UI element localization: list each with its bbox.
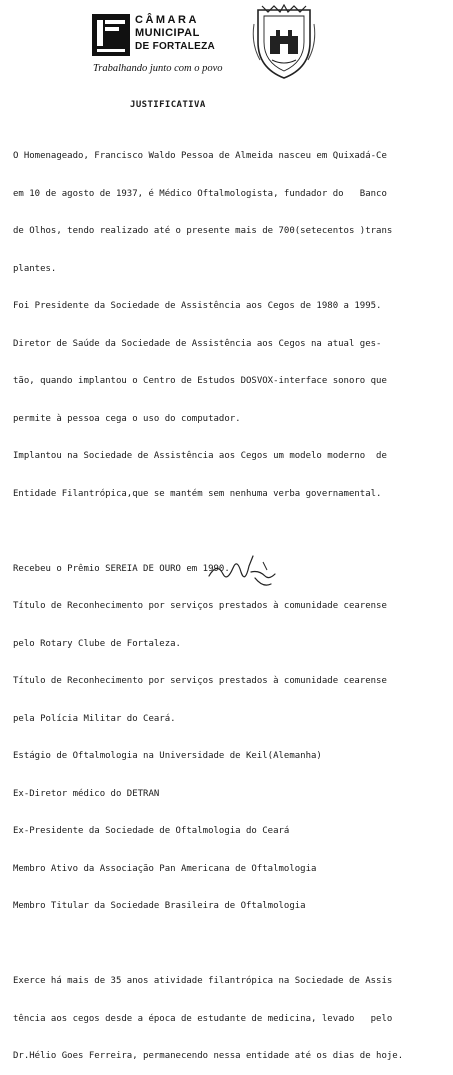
document-title: JUSTIFICATIVA — [130, 100, 206, 110]
document-body — [13, 125, 453, 1075]
handwritten-signature — [205, 548, 285, 593]
text-line: Diretor de Saúde da Sociedade de Assistência aos Cegos na atual ges- — [13, 338, 382, 349]
text-line: Recebeu o Prêmio SEREIA DE OURO em 1990. — [13, 563, 230, 574]
text-line: Implantou na Sociedade de Assistência aos Cegos um modelo moderno de — [13, 451, 387, 461]
text-line: Membro Titular da Sociedade Brasileira de Oftalmologia — [13, 901, 306, 911]
text-line: Estágio de Oftalmologia na Universidade de Keil(Alemanha) — [13, 751, 322, 761]
text-line: de Olhos, tendo realizado até o presente mais de 700(setecentos )trans — [13, 226, 393, 236]
coat-of-arms-icon — [250, 4, 318, 82]
letterhead — [0, 0, 453, 90]
text-line: plantes. — [13, 263, 57, 274]
text-line: O Homenageado, Francisco Waldo Pessoa de Almeida nasceu em Quixadá-Ce — [13, 151, 387, 161]
text-line: Título de Reconhecimento por serviços prestados à comunidade cearense — [13, 601, 387, 611]
text-line: tência aos cegos desde a época de estudante de medicina, levado pelo — [13, 1013, 393, 1024]
text-line: Foi Presidente da Sociedade de Assistência aos Cegos de 1980 a 1995. — [13, 301, 382, 311]
text-line: Título de Reconhecimento por serviços prestados à comunidade cearense — [13, 676, 387, 686]
slogan: Trabalhando junto com o povo — [93, 63, 223, 74]
text-line: Dr.Hélio Goes Ferreira, permanecendo nessa entidade até os dias de hoje. — [13, 1051, 404, 1061]
text-line: Ex-Diretor médico do DETRAN — [13, 788, 160, 799]
text-line: Membro Ativo da Associação Pan Americana de Oftalmologia — [13, 863, 317, 874]
text-line: pela Polícia Militar do Ceará. — [13, 713, 176, 724]
text-line: pelo Rotary Clube de Fortaleza. — [13, 638, 181, 649]
org-name-line3: DE FORTALEZA — [135, 41, 216, 52]
organization-name — [135, 14, 215, 53]
text-line: Entidade Filantrópica,que se mantém sem nenhuma verba governamental. — [13, 488, 382, 499]
org-name-line1: CÂMARA — [135, 14, 199, 26]
text-line: Exerce há mais de 35 anos atividade filantrópica na Sociedade de Assis — [13, 976, 393, 986]
text-line: tão, quando implantou o Centro de Estudos DOSVOX-interface sonoro que — [13, 376, 387, 386]
camara-logo-icon — [92, 14, 130, 56]
text-line: Ex-Presidente da Sociedade de Oftalmologia do Ceará — [13, 826, 290, 836]
text-line: permite à pessoa cega o uso do computador. — [13, 413, 241, 424]
text-line: em 10 de agosto de 1937, é Médico Oftalmologista, fundador do Banco — [13, 188, 387, 199]
org-name-line2: MUNICIPAL — [135, 27, 200, 39]
